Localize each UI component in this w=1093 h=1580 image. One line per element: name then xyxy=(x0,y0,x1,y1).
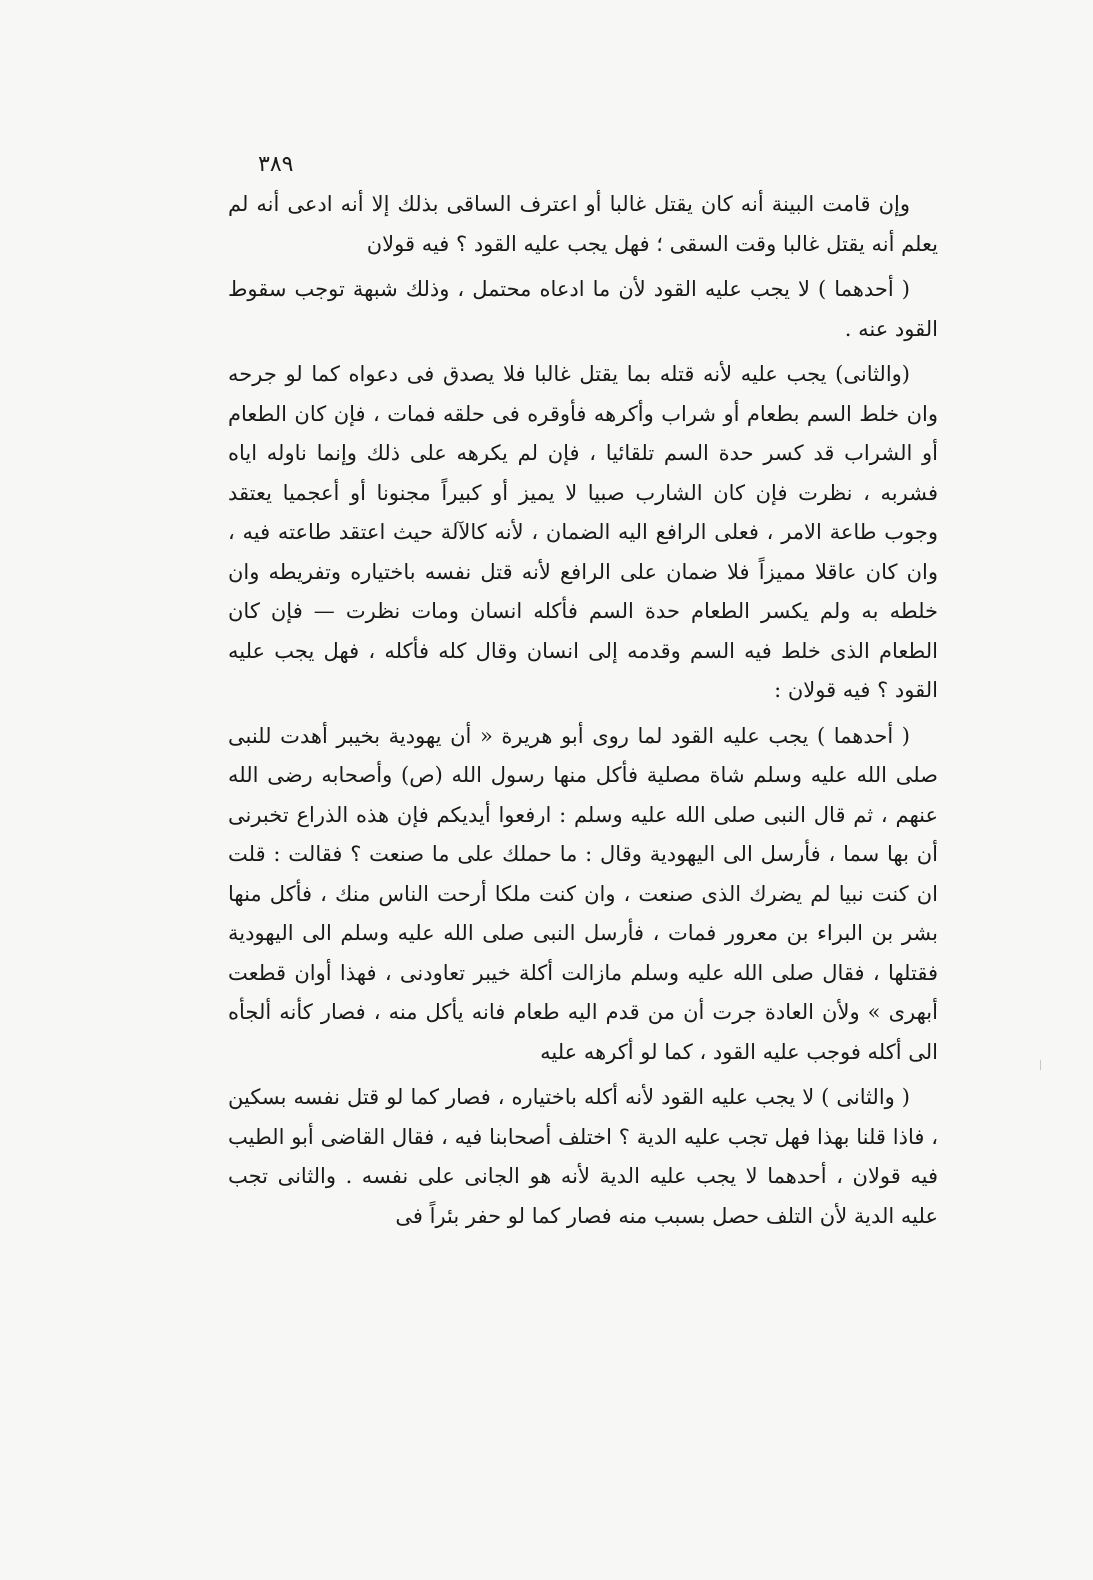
paragraph: ( أحدهما ) لا يجب عليه القود لأن ما ادعاه محتمل ، وذلك شبهة توجب سقوط القود عنه . xyxy=(228,277,938,341)
scan-mark xyxy=(1040,1060,1041,1070)
page-number: ٣٨٩ xyxy=(258,152,294,177)
paragraph: (والثانى) يجب عليه لأنه قتله بما يقتل غالبا فلا يصدق فى دعواه كما لو جرحه وان خلط السم بطعام أو شراب وأكرهه فأوقره فى حلقه فمات ، فإن كان الطعام أو الشراب قد كسر حدة السم تلقائيا ، فإن لم يكرهه على ذلك وإنما ناوله اياه فشربه ، نظرت فإن كان الشارب صبيا لا يميز أو كبيراً مجنونا أو أعجميا يعتقد وجوب طاعة الامر ، فعلى الرافع اليه الضمان ، لأنه كالآلة حيث اعتقد طاعته فيه ، وان كان عاقلا مميزاً فلا ضمان على الرافع لأنه قتل نفسه باختياره وتفريطه وان خلطه به ولم يكسر الطعام حدة السم فأكله انسان ومات نظرت — فإن كان الطعام الذى خلط فيه السم وقدمه إلى انسان وقال كله فأكله ، فهل يجب عليه القود ؟ فيه قولان : xyxy=(228,362,938,702)
body-text xyxy=(228,185,938,1242)
paragraph: ( أحدهما ) يجب عليه القود لما روى أبو هريرة « أن يهودية بخيبر أهدت للنبى صلى الله عليه وسلم شاة مصلية فأكل منها رسول الله (ص) وأصحابه رضى الله عنهم ، ثم قال النبى صلى الله عليه وسلم : ارفعوا أيديكم فإن هذه الذراع تخبرنى أن بها سما ، فأرسل الى اليهودية وقال : ما حملك على ما صنعت ؟ فقالت : قلت ان كنت نبيا لم يضرك الذى صنعت ، وان كنت ملكا أرحت الناس منك ، فأكل منها بشر بن البراء بن معرور فمات ، فأرسل النبى صلى الله عليه وسلم الى اليهودية فقتلها ، فقال صلى الله عليه وسلم مازالت أكلة خيبر تعاودنى ، فهذا أوان قطعت أبهرى » ولأن العادة جرت أن من قدم اليه طعام فانه يأكل منه ، فصار كأنه ألجأه الى أكله فوجب عليه القود ، كما لو أكرهه عليه xyxy=(228,723,938,1064)
paragraph: وإن قامت البينة أنه كان يقتل غالبا أو اعترف الساقى بذلك إلا أنه ادعى أنه لم يعلم أنه يقتل غالبا وقت السقى ؛ فهل يجب عليه القود ؟ فيه قولان xyxy=(228,192,938,256)
paragraph: ( والثانى ) لا يجب عليه القود لأنه أكله باختياره ، فصار كما لو قتل نفسه بسكين ، فاذا قلنا بهذا فهل تجب عليه الدية ؟ اختلف أصحابنا فيه ، فقال القاضى أبو الطيب فيه قولان ، أحدهما لا يجب عليه الدية لأنه هو الجانى على نفسه . والثانى تجب عليه الدية لأن التلف حصل بسبب منه فصار كما لو حفر بئراً فى xyxy=(228,1085,938,1228)
